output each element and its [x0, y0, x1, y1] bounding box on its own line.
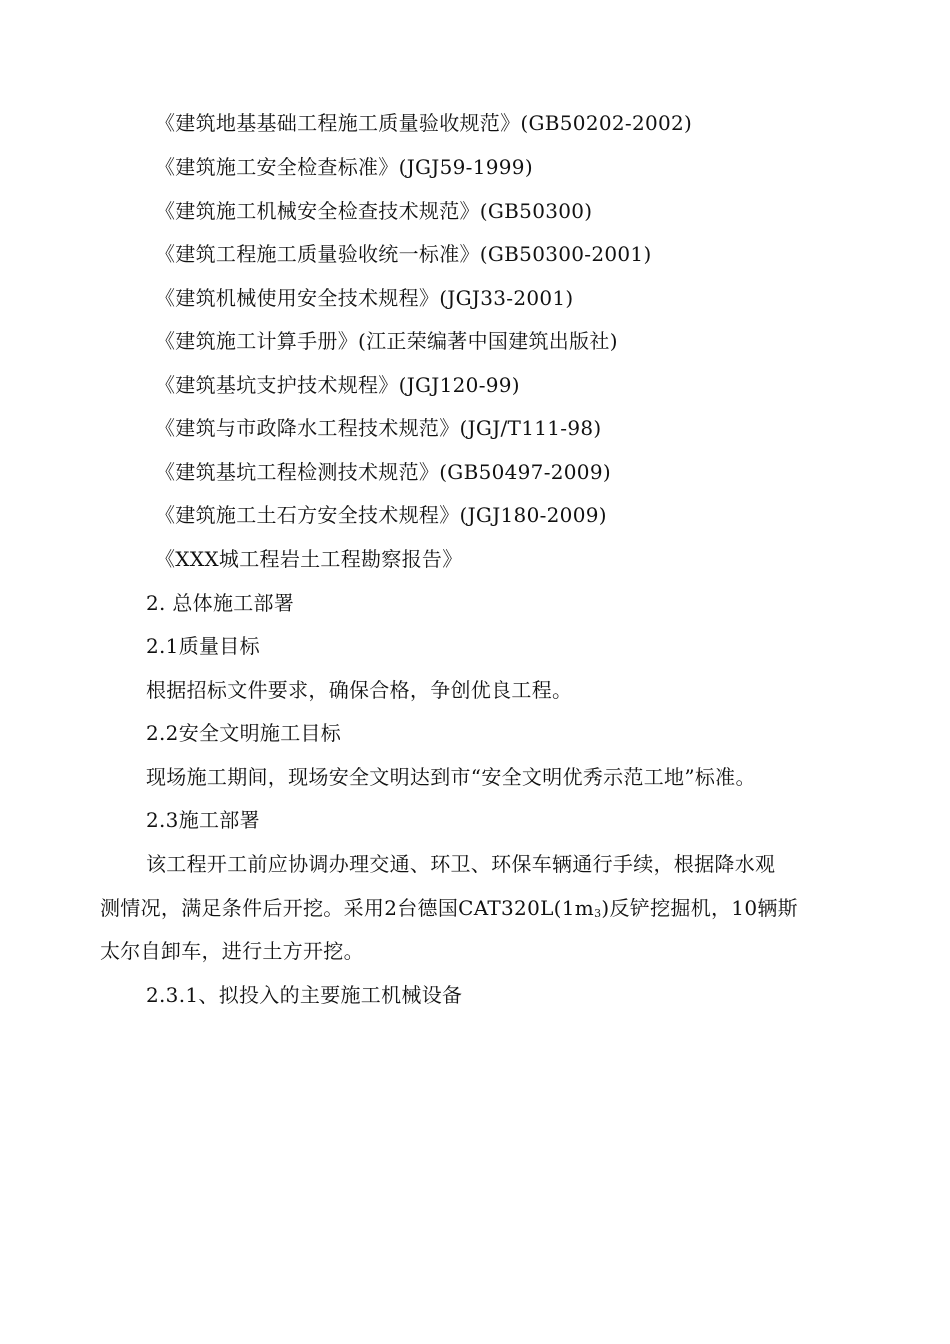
subsection-heading: 2.1质量目标 [146, 634, 260, 658]
paragraph-text: 根据招标文件要求，确保合格，争创优良工程。 [146, 678, 573, 702]
reference-item: 《建筑机械使用安全技术规程》(JGJ33-2001) [155, 286, 574, 310]
reference-item: 《建筑施工土石方安全技术规程》(JGJ180-2009) [155, 503, 607, 527]
paragraph-text-segment: )反铲挖掘机，10辆斯 [601, 896, 798, 920]
reference-item: 《建筑基坑支护技术规程》(JGJ120-99) [155, 373, 520, 397]
paragraph-text: 现场施工期间，现场安全文明达到市“安全文明优秀示范工地”标准。 [146, 765, 756, 789]
reference-item: 《XXX城工程岩土工程勘察报告》 [155, 547, 463, 571]
subsection-heading: 2.2安全文明施工目标 [146, 721, 342, 745]
reference-item: 《建筑工程施工质量验收统一标准》(GB50300-2001) [155, 242, 652, 266]
reference-item: 《建筑施工计算手册》(江正荣编著中国建筑出版社) [155, 329, 618, 353]
paragraph-text [100, 894, 798, 928]
subsection-heading: 2.3施工部署 [146, 808, 260, 832]
paragraph-text: 该工程开工前应协调办理交通、环卫、环保车辆通行手续，根据降水观 [146, 852, 776, 876]
paragraph-text: 太尔自卸车，进行土方开挖。 [100, 939, 364, 963]
reference-item: 《建筑基坑工程检测技术规范》(GB50497-2009) [155, 460, 611, 484]
section-heading: 2. 总体施工部署 [146, 591, 295, 615]
unit-superscript: 3 [594, 907, 602, 920]
reference-item: 《建筑地基基础工程施工质量验收规范》(GB50202-2002) [155, 111, 693, 135]
reference-item: 《建筑施工机械安全检查技术规范》(GB50300) [155, 199, 593, 223]
reference-item: 《建筑与市政降水工程技术规范》(JGJ/T111-98) [155, 416, 602, 440]
reference-item: 《建筑施工安全检查标准》(JGJ59-1999) [155, 155, 533, 179]
subsection-heading: 2.3.1、拟投入的主要施工机械设备 [146, 983, 463, 1007]
paragraph-text-segment: 测情况，满足条件后开挖。采用2台德国CAT320L(1m [100, 896, 595, 920]
